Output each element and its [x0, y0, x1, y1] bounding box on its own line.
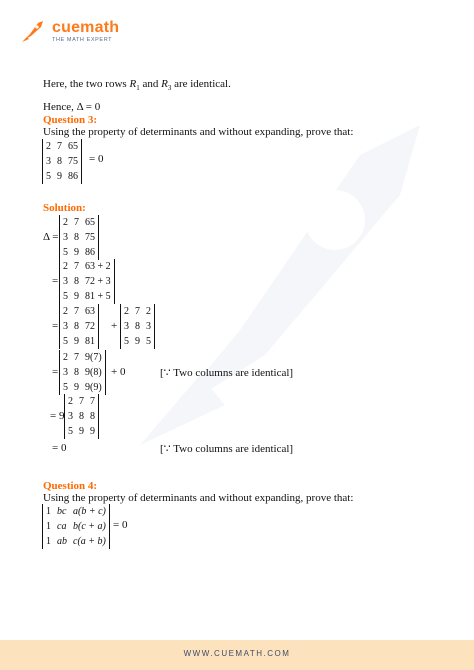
question-4-equals-zero: = 0 [113, 519, 128, 531]
solution-title: Solution: [43, 202, 86, 214]
footer-bar [0, 640, 474, 670]
question-4-title: Question 4: [43, 480, 98, 492]
solution-determinant-5: 2 7 7 3 8 8 5 9 9 [64, 394, 99, 439]
solution-determinant-3b: 2 7 2 3 8 3 5 9 5 [120, 304, 155, 349]
equals-sign-2: = [52, 275, 59, 287]
plus-zero: + 0 [111, 366, 126, 378]
solution-determinant-2: 2 7 63 + 2 3 8 72 + 3 5 9 81 + 5 [59, 259, 115, 304]
final-equals-zero: = 0 [52, 442, 67, 454]
question-3-prompt: Using the property of determinants and without expanding, prove that: [43, 126, 354, 138]
brand-tagline: THE MATH EXPERT [52, 37, 113, 44]
solution-determinant-3a: 2 7 63 3 8 72 5 9 81 [59, 304, 99, 349]
equals-nine: = 9 [50, 410, 65, 422]
question-3-equals-zero: = 0 [89, 153, 104, 165]
equals-sign-4: = [52, 366, 59, 378]
rows-identical-line: Here, the two rows $R_1$ and $R_3$ are identical. [43, 78, 231, 93]
rocket-watermark-icon [130, 115, 430, 455]
rocket-icon [20, 20, 46, 44]
brand-name: cuemath [52, 19, 120, 37]
reason-columns-identical-2: [∵ Two columns are identical] [160, 443, 294, 455]
reason-columns-identical-1: [∵ Two columns are identical] [160, 367, 294, 379]
cuemath-logo [20, 20, 119, 44]
question-3-determinant: 2 7 65 3 8 75 5 9 86 [42, 139, 82, 184]
solution-determinant-4: 2 7 9(7) 3 8 9(8) 5 9 9(9) [59, 350, 106, 395]
footer-url[interactable]: WWW.CUEMATH.COM [183, 649, 291, 658]
equals-sign-3: = [52, 320, 59, 332]
question-4-determinant: 1 bc a(b + c) 1 ca b(c + a) 1 ab c(a + b) [42, 504, 110, 549]
question-4-prompt: Using the property of determinants and without expanding, prove that: [43, 492, 354, 504]
solution-determinant-1: 2 7 65 3 8 75 5 9 86 [59, 215, 99, 260]
question-3-title: Question 3: [43, 114, 98, 126]
hence-delta-zero: Hence, Δ = 0 [43, 101, 101, 113]
delta-equals: Δ = [43, 231, 59, 243]
plus-sign: + [111, 320, 118, 332]
